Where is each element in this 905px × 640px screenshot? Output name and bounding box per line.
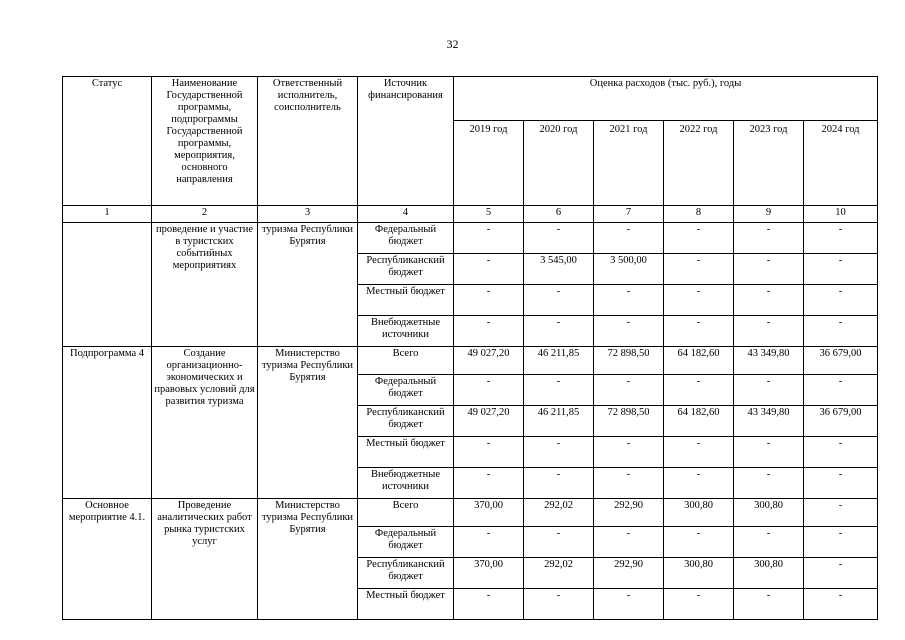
column-number: 1 xyxy=(63,206,152,223)
year-header: 2021 год xyxy=(594,121,664,206)
value-cell: - xyxy=(734,254,804,285)
source-cell: Республиканский бюджет xyxy=(358,558,454,589)
value-cell: - xyxy=(664,285,734,316)
value-cell: - xyxy=(524,375,594,406)
value-cell: 64 182,60 xyxy=(664,406,734,437)
value-cell: 36 679,00 xyxy=(804,347,878,375)
year-header: 2020 год xyxy=(524,121,594,206)
value-cell: - xyxy=(524,468,594,499)
source-cell: Федеральный бюджет xyxy=(358,527,454,558)
value-cell: - xyxy=(524,285,594,316)
value-cell: - xyxy=(454,285,524,316)
value-cell: - xyxy=(594,223,664,254)
value-cell: - xyxy=(454,589,524,620)
name-cell: Проведение аналитических работ рынка туристских услуг xyxy=(152,499,258,620)
value-cell: - xyxy=(594,468,664,499)
value-cell: - xyxy=(734,437,804,468)
value-cell: 3 545,00 xyxy=(524,254,594,285)
table-row xyxy=(63,499,878,527)
value-cell: 370,00 xyxy=(454,558,524,589)
value-cell: - xyxy=(734,223,804,254)
name-cell: Создание организационно-экономических и правовых условий для развития туризма xyxy=(152,347,258,499)
header-name: Наименование Государственной программы, подпрограммы Государственной программы, мероприятия, основного направления xyxy=(152,77,258,206)
value-cell: 292,02 xyxy=(524,499,594,527)
value-cell: 300,80 xyxy=(664,499,734,527)
year-header: 2024 год xyxy=(804,121,878,206)
page-number: 32 xyxy=(446,37,459,51)
column-number: 10 xyxy=(804,206,878,223)
value-cell: - xyxy=(804,375,878,406)
value-cell: - xyxy=(454,375,524,406)
value-cell: 36 679,00 xyxy=(804,406,878,437)
value-cell: - xyxy=(454,223,524,254)
value-cell: - xyxy=(524,437,594,468)
value-cell: - xyxy=(734,285,804,316)
value-cell: 72 898,50 xyxy=(594,406,664,437)
header-status: Статус xyxy=(63,77,152,206)
value-cell: - xyxy=(524,316,594,347)
value-cell: - xyxy=(664,223,734,254)
source-cell: Местный бюджет xyxy=(358,589,454,620)
source-cell: Местный бюджет xyxy=(358,437,454,468)
value-cell: - xyxy=(804,316,878,347)
year-header: 2019 год xyxy=(454,121,524,206)
value-cell: - xyxy=(454,254,524,285)
value-cell: - xyxy=(524,589,594,620)
name-cell: проведение и участие в туристских событийных мероприятиях xyxy=(152,223,258,347)
value-cell: - xyxy=(594,527,664,558)
value-cell: - xyxy=(664,316,734,347)
value-cell: 292,02 xyxy=(524,558,594,589)
value-cell: - xyxy=(664,468,734,499)
column-number: 5 xyxy=(454,206,524,223)
value-cell: - xyxy=(804,223,878,254)
value-cell: - xyxy=(524,527,594,558)
source-cell: Местный бюджет xyxy=(358,285,454,316)
source-cell: Внебюджетные источники xyxy=(358,316,454,347)
column-number: 9 xyxy=(734,206,804,223)
value-cell: - xyxy=(804,558,878,589)
year-header: 2022 год xyxy=(664,121,734,206)
value-cell: - xyxy=(804,527,878,558)
value-cell: - xyxy=(804,589,878,620)
status-cell xyxy=(63,223,152,347)
budget-table xyxy=(62,76,878,620)
source-cell: Республиканский бюджет xyxy=(358,254,454,285)
value-cell: - xyxy=(734,589,804,620)
executor-cell: туризма Республики Бурятия xyxy=(258,223,358,347)
value-cell: - xyxy=(664,437,734,468)
value-cell: - xyxy=(454,437,524,468)
value-cell: 64 182,60 xyxy=(664,347,734,375)
value-cell: - xyxy=(804,437,878,468)
source-cell: Федеральный бюджет xyxy=(358,223,454,254)
value-cell: 46 211,85 xyxy=(524,406,594,437)
value-cell: - xyxy=(734,316,804,347)
value-cell: - xyxy=(734,375,804,406)
value-cell: 3 500,00 xyxy=(594,254,664,285)
column-number: 4 xyxy=(358,206,454,223)
value-cell: 370,00 xyxy=(454,499,524,527)
column-number: 2 xyxy=(152,206,258,223)
value-cell: 300,80 xyxy=(664,558,734,589)
value-cell: - xyxy=(594,437,664,468)
value-cell: - xyxy=(594,316,664,347)
column-numbers-row xyxy=(63,206,878,223)
value-cell: 43 349,80 xyxy=(734,406,804,437)
value-cell: - xyxy=(804,499,878,527)
header-costs: Оценка расходов (тыс. руб.), годы xyxy=(454,77,878,121)
column-number: 3 xyxy=(258,206,358,223)
table-row xyxy=(63,223,878,254)
value-cell: - xyxy=(594,589,664,620)
source-cell: Внебюджетные источники xyxy=(358,468,454,499)
value-cell: 300,80 xyxy=(734,499,804,527)
column-number: 6 xyxy=(524,206,594,223)
value-cell: 292,90 xyxy=(594,558,664,589)
value-cell: 72 898,50 xyxy=(594,347,664,375)
value-cell: - xyxy=(664,375,734,406)
status-cell: Основное мероприятие 4.1. xyxy=(63,499,152,620)
column-number: 8 xyxy=(664,206,734,223)
source-cell: Всего xyxy=(358,347,454,375)
value-cell: - xyxy=(804,468,878,499)
value-cell: 49 027,20 xyxy=(454,406,524,437)
value-cell: - xyxy=(664,589,734,620)
value-cell: 292,90 xyxy=(594,499,664,527)
value-cell: - xyxy=(664,254,734,285)
column-number: 7 xyxy=(594,206,664,223)
value-cell: - xyxy=(524,223,594,254)
value-cell: 43 349,80 xyxy=(734,347,804,375)
value-cell: - xyxy=(454,468,524,499)
status-cell: Подпрограмма 4 xyxy=(63,347,152,499)
table-row xyxy=(63,347,878,375)
header-source: Источник финансирования xyxy=(358,77,454,206)
header-executor: Ответственный исполнитель, соисполнитель xyxy=(258,77,358,206)
source-cell: Федеральный бюджет xyxy=(358,375,454,406)
value-cell: 49 027,20 xyxy=(454,347,524,375)
value-cell: - xyxy=(804,254,878,285)
value-cell: 46 211,85 xyxy=(524,347,594,375)
value-cell: - xyxy=(804,285,878,316)
year-header: 2023 год xyxy=(734,121,804,206)
value-cell: - xyxy=(734,527,804,558)
executor-cell: Министерство туризма Республики Бурятия xyxy=(258,347,358,499)
value-cell: - xyxy=(734,468,804,499)
source-cell: Республиканский бюджет xyxy=(358,406,454,437)
value-cell: - xyxy=(454,316,524,347)
source-cell: Всего xyxy=(358,499,454,527)
value-cell: - xyxy=(454,527,524,558)
value-cell: - xyxy=(594,285,664,316)
value-cell: - xyxy=(594,375,664,406)
executor-cell: Министерство туризма Республики Бурятия xyxy=(258,499,358,620)
value-cell: 300,80 xyxy=(734,558,804,589)
value-cell: - xyxy=(664,527,734,558)
